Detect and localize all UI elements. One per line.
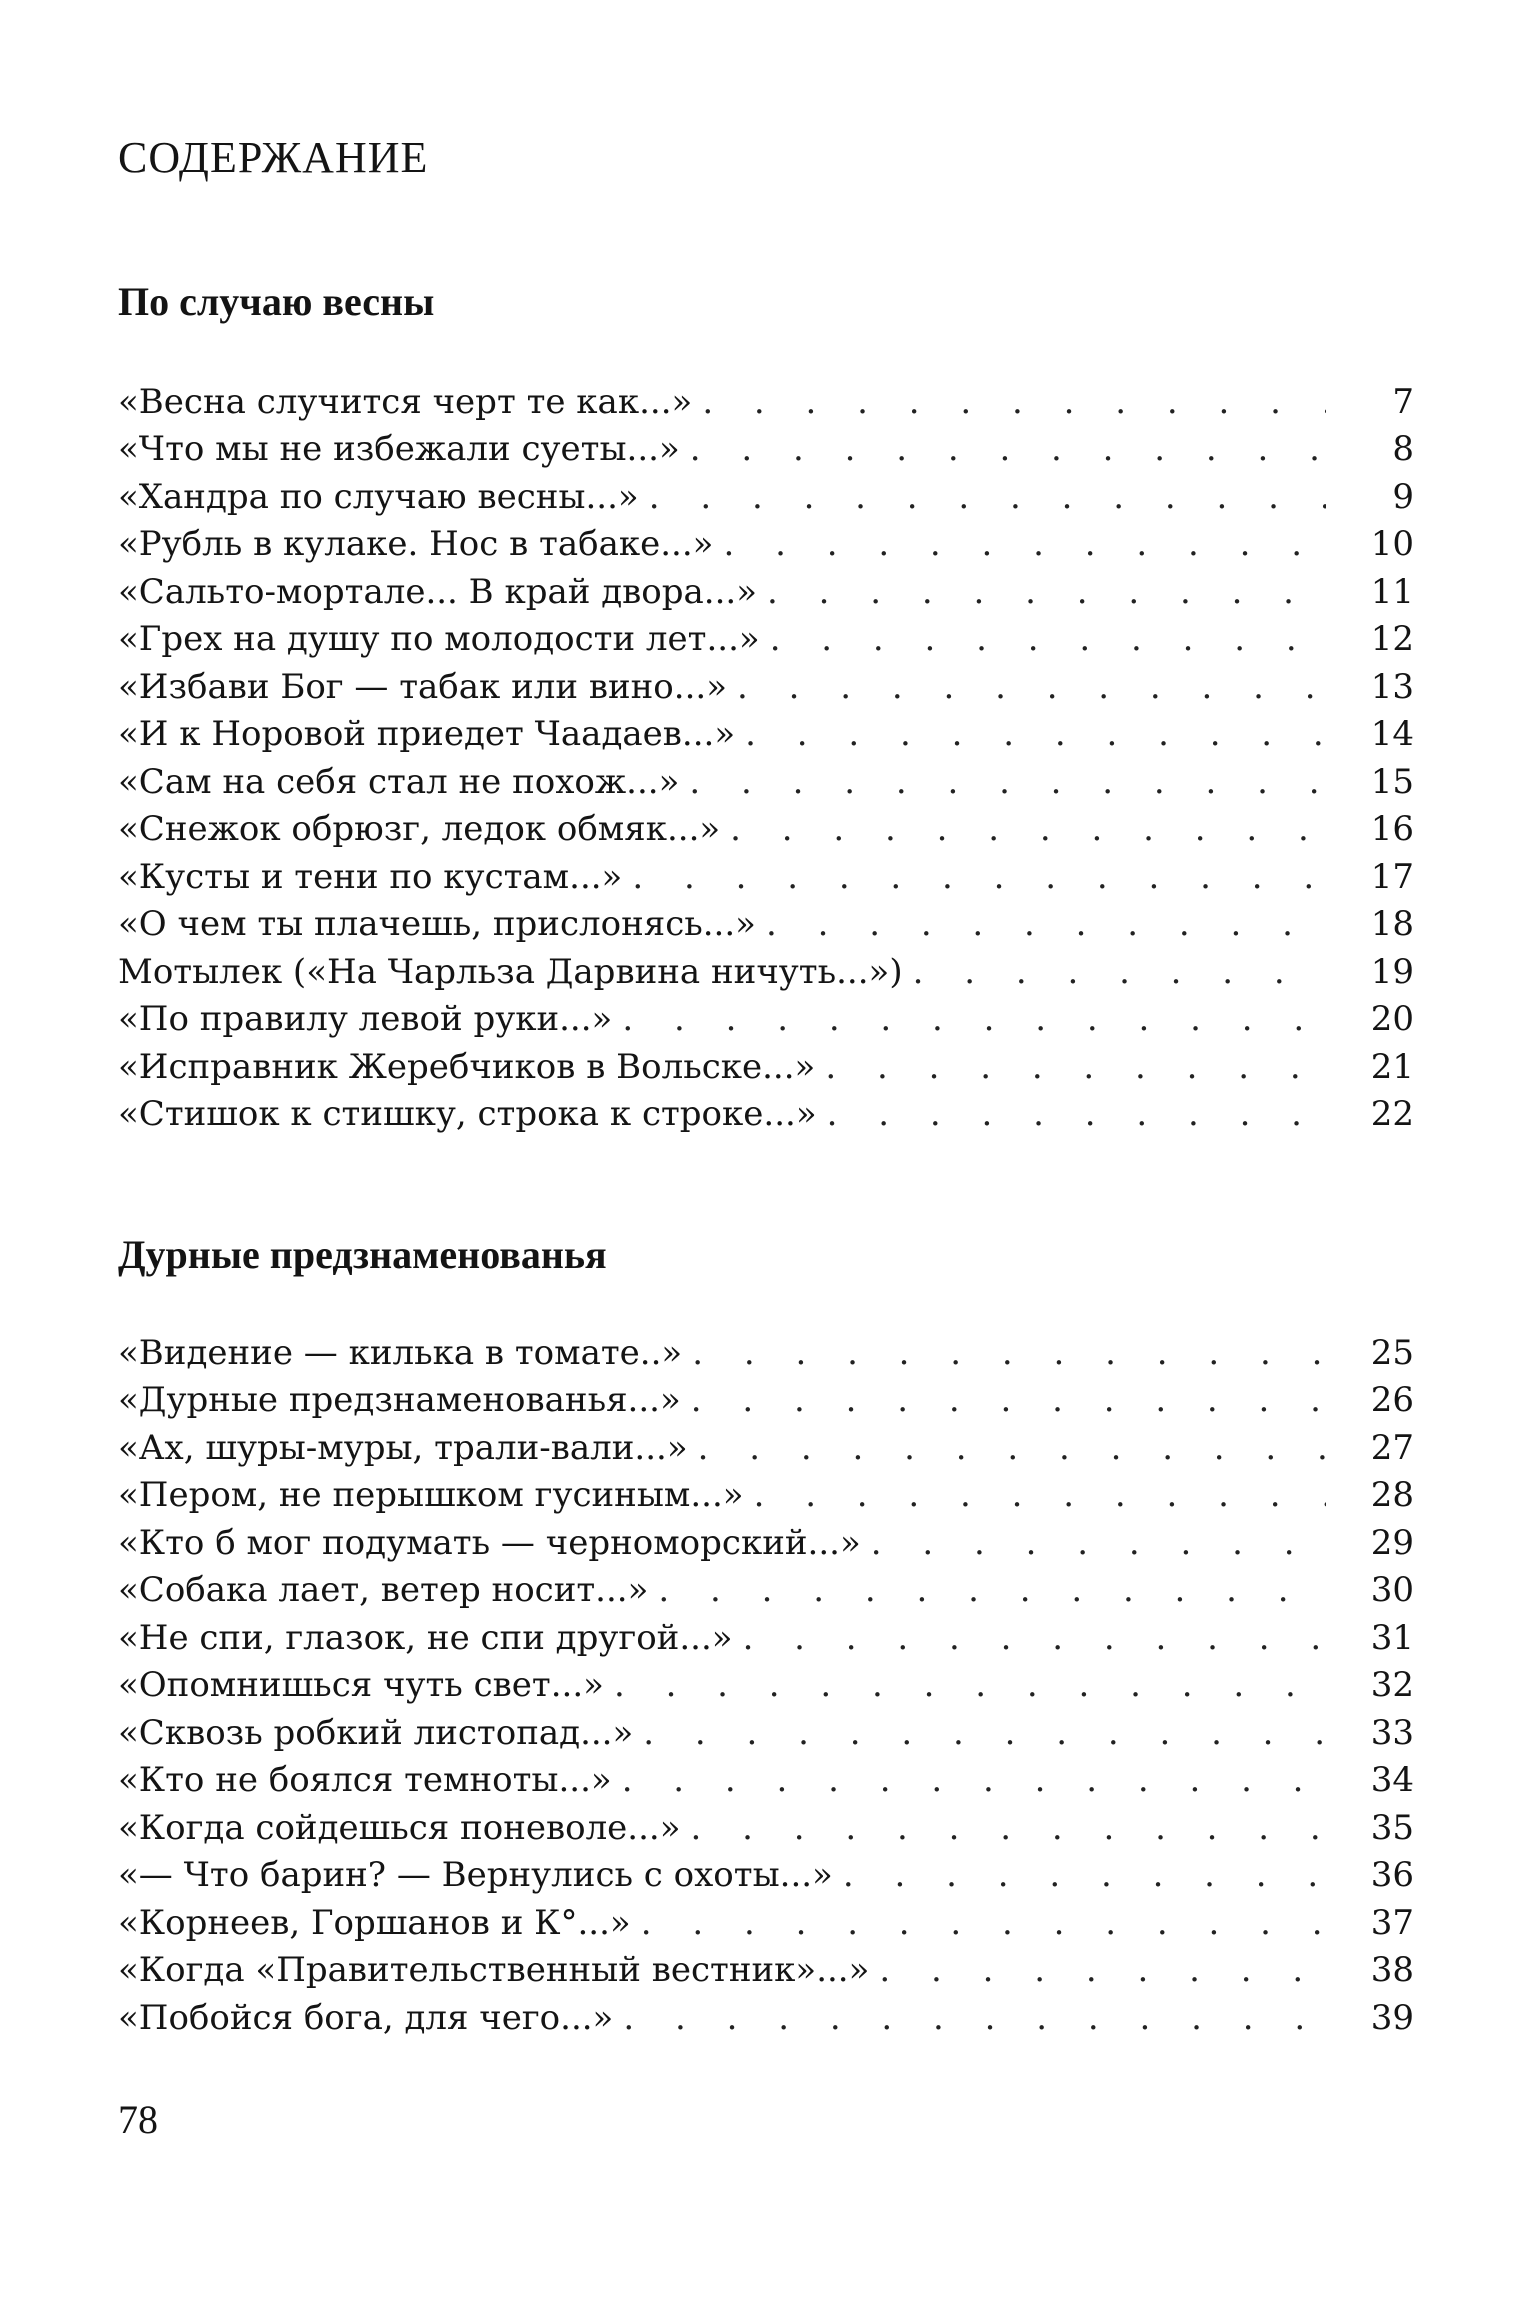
toc-entry — [118, 1091, 1414, 1139]
toc-entry-page: 7 — [1392, 381, 1414, 422]
section-title-spring: По случаю весны — [118, 279, 435, 324]
toc-entry — [118, 1899, 1414, 1947]
toc-entry — [118, 1377, 1414, 1425]
toc-dot-leader — [903, 955, 1326, 989]
toc-entry-page: 16 — [1370, 809, 1414, 850]
toc-entry-title: «Рубль в кулаке. Нос в табаке...» — [118, 524, 714, 565]
toc-dot-leader — [613, 2001, 1326, 2035]
toc-entry — [118, 568, 1414, 616]
toc-entry-title: «Грех на душу по молодости лет...» — [118, 619, 760, 660]
toc-entry-page: 35 — [1370, 1807, 1414, 1848]
toc-entry — [118, 711, 1414, 759]
toc-entry-page: 15 — [1370, 761, 1414, 802]
toc-entry — [118, 616, 1414, 664]
toc-dot-leader — [688, 1431, 1326, 1465]
toc-dot-leader — [604, 1668, 1326, 1702]
toc-entry-title: «Сам на себя стал не похож...» — [118, 761, 680, 802]
toc-entry-page: 33 — [1370, 1712, 1414, 1753]
toc-entry-page: 34 — [1370, 1760, 1414, 1801]
toc-entry-title: «Исправник Жеребчиков в Вольске...» — [118, 1046, 816, 1087]
toc-entry-page: 37 — [1370, 1902, 1414, 1943]
toc-dot-leader — [682, 1336, 1326, 1370]
toc-entry-page: 20 — [1370, 999, 1414, 1040]
toc-entry-title: «Когда «Правительственный вестник»...» — [118, 1950, 870, 1991]
toc-dot-leader — [639, 480, 1326, 514]
toc-dot-leader — [727, 670, 1326, 704]
toc-entry-title: «Не спи, глазок, не спи другой...» — [118, 1617, 733, 1658]
toc-dot-leader — [757, 575, 1326, 609]
toc-dot-leader — [744, 1478, 1326, 1512]
toc-entry-title: «Весна случится черт те как...» — [118, 381, 693, 422]
toc-entry — [118, 426, 1414, 474]
toc-entry — [118, 806, 1414, 854]
toc-dot-leader — [681, 1811, 1326, 1845]
toc-entry — [118, 1709, 1414, 1757]
toc-entry — [118, 473, 1414, 521]
toc-entry-title: «По правилу левой руки...» — [118, 999, 613, 1040]
toc-entry-title: «Побойся бога, для чего...» — [118, 1997, 614, 2038]
toc-entry-title: «Избави Бог — табак или вино...» — [118, 666, 727, 707]
toc-dot-leader — [733, 1621, 1326, 1655]
toc-entry — [118, 1947, 1414, 1995]
toc-entry-title: «Кусты и тени по кустам...» — [118, 856, 623, 897]
toc-entry — [118, 1329, 1414, 1377]
toc-entry-title: «Пером, не перышком гусиным...» — [118, 1475, 744, 1516]
toc-dot-leader — [833, 1858, 1326, 1892]
toc-entry-page: 14 — [1370, 714, 1414, 755]
toc-entry-page: 13 — [1370, 666, 1414, 707]
toc-dot-leader — [648, 1573, 1326, 1607]
toc-dot-leader — [815, 1050, 1326, 1084]
toc-entry-page: 11 — [1370, 571, 1414, 612]
toc-dot-leader — [612, 1763, 1326, 1797]
toc-entry-title: «Стишок к стишку, строка к строке...» — [118, 1094, 817, 1135]
toc-entry — [118, 1614, 1414, 1662]
toc-entry-title: «И к Норовой приедет Чаадаев...» — [118, 714, 736, 755]
toc-dot-leader — [756, 907, 1326, 941]
toc-dot-leader — [681, 1383, 1326, 1417]
toc-entry-page: 28 — [1370, 1475, 1414, 1516]
toc-dot-leader — [631, 1906, 1326, 1940]
toc-entry — [118, 1757, 1414, 1805]
toc-entry-page: 18 — [1370, 904, 1414, 945]
toc-entry-page: 38 — [1370, 1950, 1414, 1991]
toc-entry — [118, 1519, 1414, 1567]
toc-entry-page: 31 — [1370, 1617, 1414, 1658]
toc-entry-page: 19 — [1370, 951, 1414, 992]
toc-entry-title: «Кто б мог подумать — черноморский...» — [118, 1522, 861, 1563]
toc-entry-title: «Когда сойдешься поневоле...» — [118, 1807, 681, 1848]
toc-dot-leader — [692, 385, 1326, 419]
toc-dot-leader — [713, 527, 1326, 561]
toc-entry-title: «Собака лает, ветер носит...» — [118, 1570, 649, 1611]
toc-entry-page: 10 — [1370, 524, 1414, 565]
toc-dot-leader — [633, 1716, 1326, 1750]
toc-entry-page: 21 — [1370, 1046, 1414, 1087]
toc-entry-title: «Ах, шуры-муры, трали-вали...» — [118, 1427, 688, 1468]
toc-entry — [118, 1567, 1414, 1615]
page-heading: СОДЕРЖАНИЕ — [118, 133, 429, 182]
toc-entry-page: 39 — [1370, 1997, 1414, 2038]
toc-dot-leader — [679, 765, 1326, 799]
toc-entry-title: «Сальто-мортале... В край двора...» — [118, 571, 758, 612]
toc-entry-title: «Сквозь робкий листопад...» — [118, 1712, 634, 1753]
toc-dot-leader — [720, 812, 1326, 846]
toc-entry-title: «Кто не боялся темноты...» — [118, 1760, 612, 1801]
toc-entry — [118, 521, 1414, 569]
toc-dot-leader — [680, 432, 1326, 466]
toc-list-omens — [118, 1329, 1414, 2042]
toc-entry-title: «Опомнишься чуть свет...» — [118, 1665, 604, 1706]
toc-entry — [118, 1472, 1414, 1520]
toc-entry-page: 29 — [1370, 1522, 1414, 1563]
toc-entry-title: «Корнеев, Горшанов и К°...» — [118, 1902, 631, 1943]
toc-entry-page: 17 — [1370, 856, 1414, 897]
toc-dot-leader — [817, 1097, 1326, 1131]
toc-entry-title: «Что мы не избежали суеты...» — [118, 429, 680, 470]
toc-entry — [118, 853, 1414, 901]
toc-entry-page: 36 — [1370, 1855, 1414, 1896]
toc-entry-title: Мотылек («На Чарльза Дарвина ничуть...») — [118, 951, 903, 992]
toc-dot-leader — [861, 1526, 1326, 1560]
page-number: 78 — [118, 2097, 158, 2142]
toc-dot-leader — [760, 622, 1326, 656]
toc-entry — [118, 948, 1414, 996]
toc-entry-page: 22 — [1370, 1094, 1414, 1135]
toc-entry — [118, 758, 1414, 806]
toc-entry — [118, 663, 1414, 711]
toc-entry-page: 26 — [1370, 1380, 1414, 1421]
toc-entry — [118, 1043, 1414, 1091]
toc-list-spring — [118, 378, 1414, 1138]
toc-entry-title: «Снежок обрюзг, ледок обмяк...» — [118, 809, 721, 850]
toc-entry — [118, 1994, 1414, 2042]
toc-entry — [118, 1804, 1414, 1852]
toc-entry-title: «О чем ты плачешь, прислонясь...» — [118, 904, 756, 945]
toc-entry-title: «— Что барин? — Вернулись с охоты...» — [118, 1855, 833, 1896]
toc-entry-page: 9 — [1392, 476, 1414, 517]
toc-entry-page: 12 — [1370, 619, 1414, 660]
toc-entry-page: 27 — [1370, 1427, 1414, 1468]
toc-dot-leader — [622, 860, 1326, 894]
toc-entry-title: «Хандра по случаю весны...» — [118, 476, 639, 517]
toc-dot-leader — [735, 717, 1326, 751]
toc-entry-title: «Дурные предзнаменованья...» — [118, 1380, 681, 1421]
toc-entry-page: 32 — [1370, 1665, 1414, 1706]
toc-entry — [118, 996, 1414, 1044]
toc-entry — [118, 1424, 1414, 1472]
toc-entry-page: 8 — [1392, 429, 1414, 470]
toc-entry — [118, 901, 1414, 949]
toc-dot-leader — [869, 1953, 1326, 1987]
toc-entry-title: «Видение — килька в томате..» — [118, 1332, 683, 1373]
toc-entry-page: 30 — [1370, 1570, 1414, 1611]
toc-entry — [118, 1662, 1414, 1710]
toc-entry — [118, 378, 1414, 426]
toc-dot-leader — [612, 1002, 1326, 1036]
toc-entry-page: 25 — [1370, 1332, 1414, 1373]
toc-entry — [118, 1852, 1414, 1900]
section-title-omens: Дурные предзнаменованья — [118, 1232, 607, 1277]
